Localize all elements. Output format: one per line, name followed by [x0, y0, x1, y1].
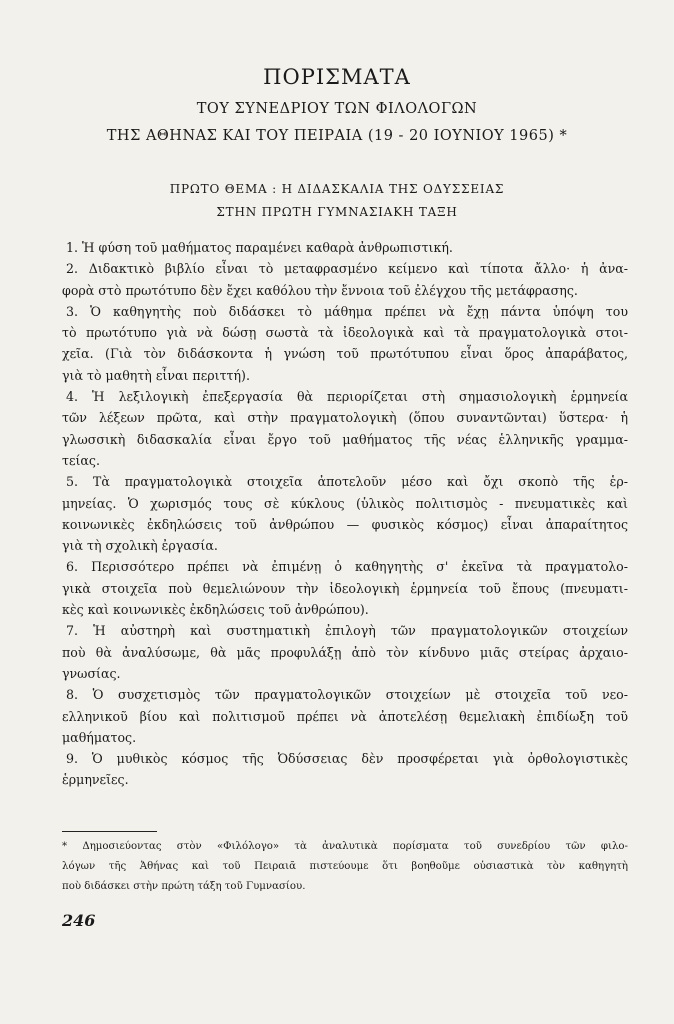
page-number: 246: [62, 911, 96, 930]
text-line: κοινωνικὲς ἐκδηλώσεις τοῦ ἀνθρώπου — φυσικὸς κόσμος) εἶναι ἀπαραίτητος: [62, 516, 628, 532]
text-line: μαθήματος.: [62, 729, 137, 745]
text-line: χεῖα. (Γιὰ τὸν διδάσκοντα ἡ γνώση τοῦ πρωτότυπου εἶναι ὅρος ἀπαράβατος,: [62, 346, 628, 362]
text-line: φορὰ στὸ πρωτότυπο δὲν ἔχει καθόλου τὴν ἔννοια τοῦ ἐλέγχου τῆς μετάφρασης.: [62, 282, 578, 298]
text-line: τείας.: [62, 452, 100, 468]
text-line: κὲς καὶ κοινωνικὲς ἐκδηλώσεις τοῦ ἀνθρώπου).: [62, 602, 369, 618]
text-line: γιὰ τὴ σχολικὴ ἐργασία.: [62, 538, 218, 554]
footnote-line-3: ποὺ διδάσκει στὴν πρώτη τάξη τοῦ Γυμνασίου.: [62, 881, 306, 892]
footnote-line-1: * Δημοσιεύοντας στὸν «Φιλόλογο» τὰ ἀναλυτικὰ πορίσματα τοῦ συνεδρίου τῶν φιλο-: [62, 841, 628, 852]
document-subtitle-line-1: ΤΟΥ ΣΥΝΕΔΡΙΟΥ ΤΩΝ ΦΙΛΟΛΟΓΩΝ: [196, 101, 478, 117]
text-line: 1. Ἡ φύση τοῦ μαθήματος παραμένει καθαρὰ ἀνθρωπιστική.: [66, 240, 453, 255]
text-line: 9. Ὁ μυθικὸς κόσμος τῆς Ὀδύσσειας δὲν προσφέρεται γιὰ ὀρθολογιστικὲς: [66, 751, 628, 767]
text-line: ποὺ θὰ ἀναλύσωμε, θὰ μᾶς προφυλάξῃ ἀπὸ τὸν κίνδυνο μιᾶς στείρας ἀρχαιο-: [62, 644, 628, 660]
text-line: 7. Ἡ αὐστηρὴ καὶ συστηματικὴ ἐπιλογὴ τῶν πραγματολογικῶν στοιχείων: [66, 623, 628, 639]
text-line: γικὰ στοιχεῖα ποὺ θεμελιώνουν τὴν ἰδεολογικὴ ἑρμηνεία τοῦ ἔπους (πνευματι-: [62, 580, 628, 596]
document-title: ΠΟΡΙΣΜΑΤΑ: [263, 65, 411, 89]
text-line: 2. Διδακτικὸ βιβλίο εἶναι τὸ μεταφρασμένο κείμενο καὶ τίποτα ἄλλο· ἡ ἀνα-: [66, 261, 628, 277]
text-line: γλωσσικὴ διδασκαλία εἶναι ἔργο τοῦ μαθήματος τῆς νέας ἑλληνικῆς γραμμα-: [62, 431, 628, 447]
text-line: ἑρμηνεῖες.: [62, 772, 129, 788]
text-line: γνωσίας.: [62, 665, 121, 681]
body-text: [62, 237, 628, 791]
text-line: 3. Ὁ καθηγητὴς ποὺ διδάσκει τὸ μάθημα πρέπει νὰ ἔχῃ πάντα ὑπόψη του: [66, 303, 628, 319]
text-line: τῶν λέξεων πρῶτα, καὶ στὴν πραγματολογικὴ (ὅπου συναντῶνται) ὕστερα· ἡ: [62, 410, 628, 426]
text-line: 8. Ὁ συσχετισμὸς τῶν πραγματολογικῶν στοιχείων μὲ στοιχεῖα τοῦ νεο-: [66, 687, 628, 703]
footnote-line-2: λόγων τῆς Ἀθήνας καὶ τοῦ Πειραιᾶ πιστεύουμε ὅτι βοηθοῦμε οὐσιαστικὰ τὸν καθηγητὴ: [62, 861, 628, 872]
text-line: ελληνικοῦ βίου καὶ πολιτισμοῦ πρέπει νὰ ἀποτελέσῃ θεμελιακὴ ἐπιδίωξη τοῦ: [62, 708, 628, 724]
section-theme-line-2: ΣΤΗΝ ΠΡΩΤΗ ΓΥΜΝΑΣΙΑΚΗ ΤΑΞΗ: [216, 205, 458, 219]
text-line: 5. Τὰ πραγματολογικὰ στοιχεῖα ἀποτελοῦν μέσο καὶ ὄχι σκοπὸ τῆς ἑρ-: [66, 474, 628, 490]
text-line: μηνείας. Ὁ χωρισμός τους σὲ κύκλους (ὑλικὸς πολιτισμὸς - πνευματικὲς καὶ: [62, 495, 628, 511]
document-subtitle-line-2: ΤΗΣ ΑΘΗΝΑΣ ΚΑΙ ΤΟΥ ΠΕΙΡΑΙΑ (19 - 20 ΙΟΥΝΙΟΥ 1965) *: [106, 128, 568, 144]
footnote-divider: [62, 831, 157, 832]
text-line: τὸ πρωτότυπο γιὰ νὰ δώσῃ σωστὰ τὰ ἰδεολογικὰ καὶ τὰ πραγματολογικὰ στοι-: [62, 325, 628, 341]
text-line: 6. Περισσότερο πρέπει νὰ ἐπιμένῃ ὁ καθηγητὴς σ' ἐκεῖνα τὰ πραγματολο-: [66, 559, 628, 575]
text-line: γιὰ τὸ μαθητὴ εἶναι περιττή).: [62, 367, 250, 383]
section-theme-line-1: ΠΡΩΤΟ ΘΕΜΑ : Η ΔΙΔΑΣΚΑΛΙΑ ΤΗΣ ΟΔΥΣΣΕΙΑΣ: [169, 182, 505, 196]
text-line: 4. Ἡ λεξιλογικὴ ἐπεξεργασία θὰ περιορίζεται στὴ σημασιολογικὴ ἑρμηνεία: [66, 389, 628, 405]
